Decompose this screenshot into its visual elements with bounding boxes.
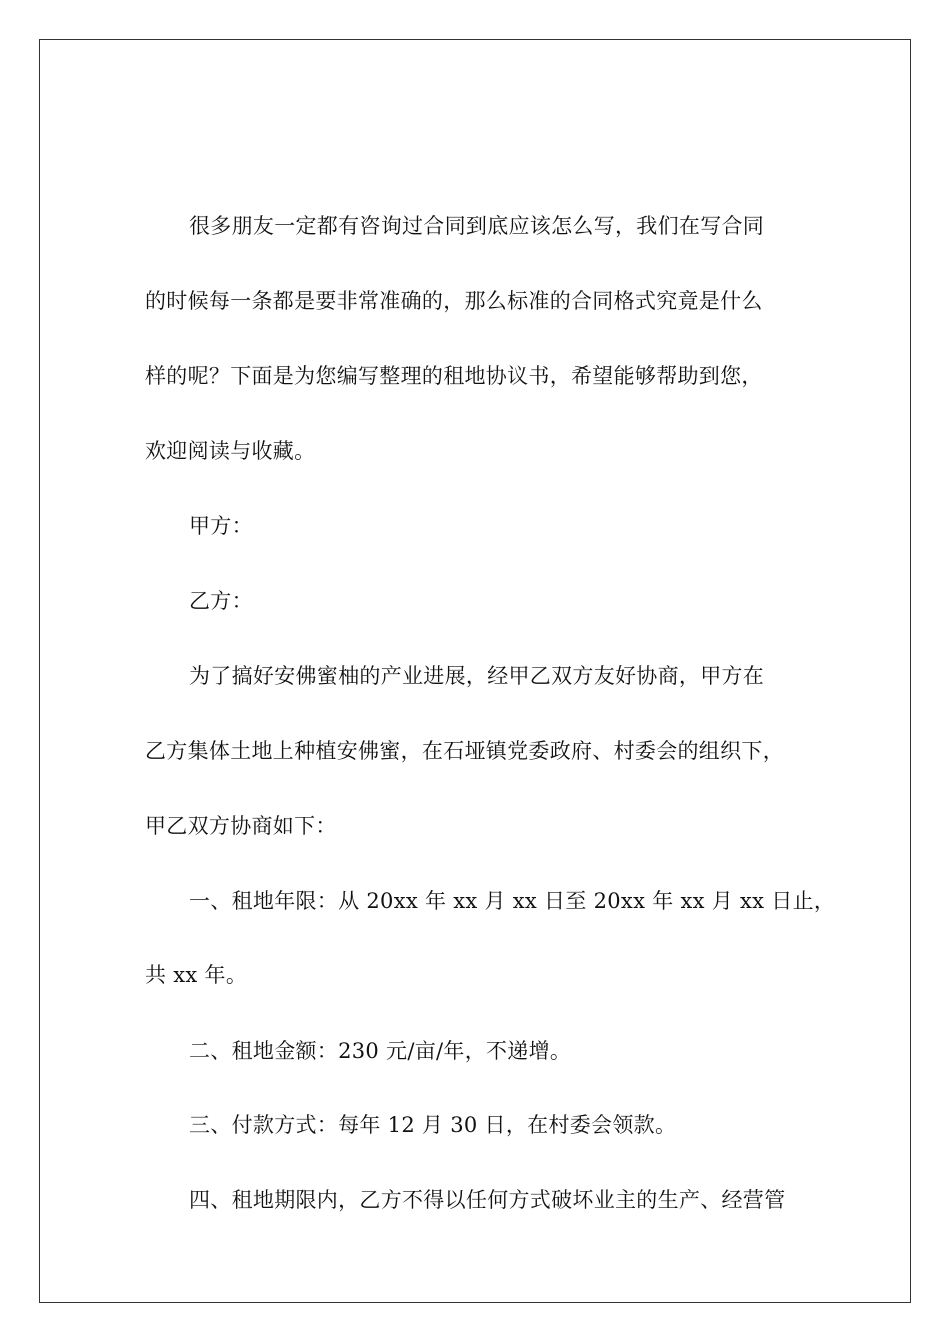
party-b-label: 乙方： xyxy=(189,589,253,613)
preamble-line-2: 乙方集体土地上种植安佛蜜，在石垭镇党委政府、村委会的组织下， xyxy=(145,739,784,763)
clause-3: 三、付款方式：每年 12 月 30 日，在村委会领款。 xyxy=(189,1113,677,1137)
intro-line-2: 的时候每一条都是要非常准确的，那么标准的合同格式究竟是什么 xyxy=(145,289,763,313)
clause-4-line-1: 四、租地期限内，乙方不得以任何方式破坏业主的生产、经营管 xyxy=(189,1188,786,1212)
clause-2: 二、租地金额：230 元/亩/年，不递增。 xyxy=(189,1039,572,1063)
clause-1-line-1: 一、租地年限：从 20xx 年 xx 月 xx 日至 20xx 年 xx 月 xx 日止， xyxy=(189,889,836,913)
intro-line-4: 欢迎阅读与收藏。 xyxy=(145,439,316,463)
clause-1-line-2: 共 xx 年。 xyxy=(145,963,248,987)
intro-line-1: 很多朋友一定都有咨询过合同到底应该怎么写，我们在写合同 xyxy=(189,214,765,238)
preamble-line-1: 为了搞好安佛蜜柚的产业进展，经甲乙双方友好协商，甲方在 xyxy=(189,664,765,688)
intro-line-3: 样的呢？下面是为您编写整理的租地协议书，希望能够帮助到您， xyxy=(145,364,763,388)
preamble-line-3: 甲乙双方协商如下： xyxy=(145,814,337,838)
party-a-label: 甲方： xyxy=(189,514,253,538)
